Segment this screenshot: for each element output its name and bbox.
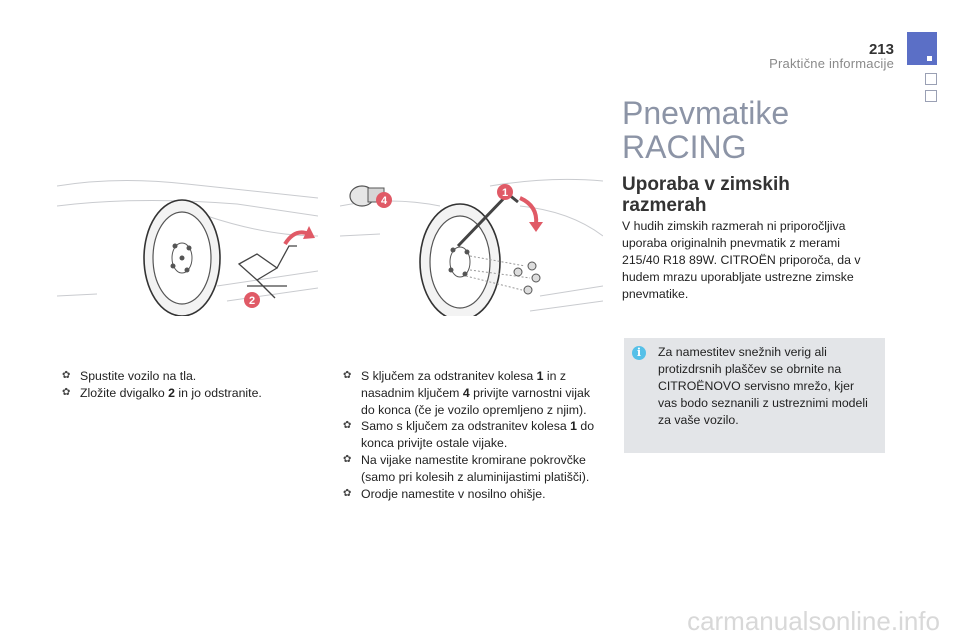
steps-list-left [62,368,322,402]
section-body: V hudih zimskih razmerah ni priporočljiva uporaba originalnih pnevmatik z merami 215/40 R18 89W. CITROËN priporoča, da v hudem mrazu uporabljate ustrezne zimske pnevmatike. [622,219,861,301]
callout-badge [244,292,260,308]
section-subheading: Uporaba v zimskih razmerah [622,174,790,216]
list-item: ✿ Samo s ključem za odstranitev kolesa 1 do konca privijte ostale vijake. [343,419,595,451]
svg-text:1: 1 [501,187,509,199]
wheel-icon [420,204,500,316]
bullet-icon: ✿ [62,370,71,381]
page-number: 213 [868,41,894,58]
list-item: ✿ S ključem za odstranitev kolesa 1 in z nasadnim ključem 4 privijte varnostni vijak do konca (če je vozilo opremljeno z njim). [343,369,590,417]
jack-icon [239,246,297,298]
illustration-jack-removal [57,176,318,316]
rotation-arrow-icon [520,198,536,224]
list-item: ✿ Na vijake namestite kromirane pokrovčke (samo pri kolesih z aluminijastimi platišči). [343,452,590,484]
svg-text:2: 2 [248,295,256,307]
list-item: ✿ Spustite vozilo na tla. [62,369,197,383]
bullet-icon: ✿ [343,420,352,432]
info-icon: i [632,346,646,360]
chapter-tab-marker [927,56,932,61]
callout-badge [497,184,513,200]
steps-list-right [343,368,605,502]
nav-box-icon [925,90,937,102]
illustration-bolt-tightening [340,176,603,316]
section-title: Praktične informacije [769,56,894,71]
wheel-icon [144,200,220,316]
list-item: ✿ Zložite dvigalko 2 in jo odstranite. [62,385,262,400]
svg-text:4: 4 [380,195,388,207]
chapter-tab [907,32,937,65]
list-item: ✿ Orodje namestite v nosilno ohišje. [343,486,546,501]
watermark: carmanualsonline.info [687,606,940,636]
callout-badge [376,192,392,208]
bullet-icon: ✿ [343,370,352,381]
info-text: Za namestitev snežnih verig ali protizdrsnih plaščev se obrnite na CITROËNOVO servisno mrežo, kjer vas bodo seznanili z ustreznimi modeli za vaše vozilo. [658,345,868,427]
bullet-icon: ✿ [343,487,352,499]
bullet-icon: ✿ [62,386,71,398]
nav-box-icon [925,73,937,85]
bullet-icon: ✿ [343,453,352,465]
section-heading: Pnevmatike RACING [622,95,790,165]
